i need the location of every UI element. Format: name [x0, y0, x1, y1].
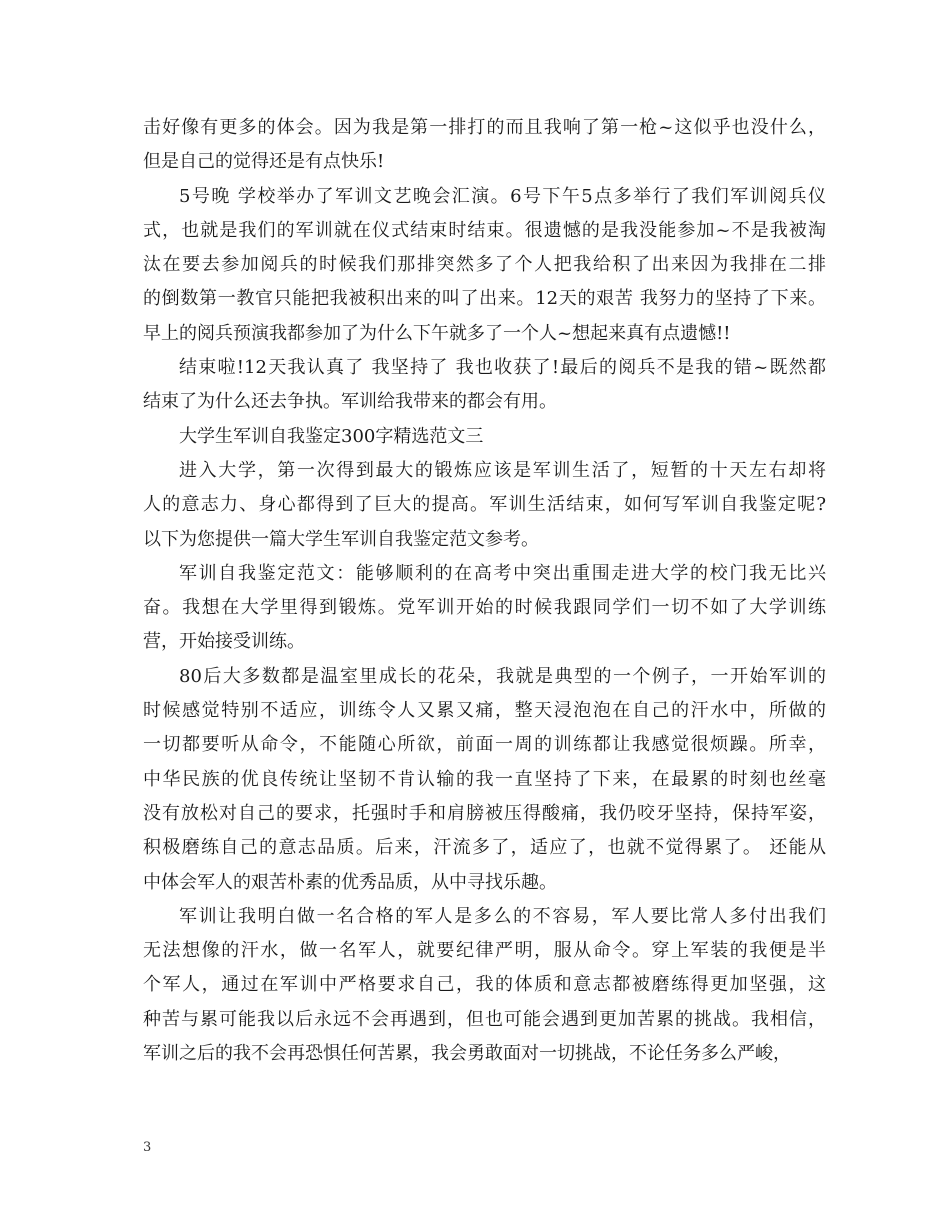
text-line: 个军人，通过在军训中严格要求自己，我的体质和意志都被磨练得更加坚强，这 — [143, 974, 826, 996]
text-line: 无法想像的汗水，做一名军人，就要纪律严明，服从命令。穿上军装的我便是半 — [143, 940, 826, 962]
text-line: 结束了为什么还去争执。军训给我带来的都会有用。 — [143, 391, 557, 413]
paragraph — [143, 454, 826, 557]
text-line: 种苦与累可能我以后永远不会再遇到，但也可能会遇到更加苦累的挑战。我相信， — [143, 1008, 826, 1030]
paragraph — [143, 180, 826, 351]
text-line: 式，也就是我们的军训就在仪式结束时结束。很遗憾的是我没能参加~不是我被淘 — [143, 219, 826, 241]
text-line: 积极磨练自己的意志品质。后来，汗流多了，适应了，也就不觉得累了。 还能从 — [143, 837, 826, 859]
text-line: 早上的阅兵预演我都参加了为什么下午就多了一个人~想起来真有点遗憾!! — [143, 322, 731, 344]
text-line: 的倒数第一教官只能把我被积出来的叫了出来。12天的艰苦 我努力的坚持了下来。 — [143, 288, 826, 310]
text-line: 进入大学，第一次得到最大的锻炼应该是军训生活了，短暂的十天左右却将 — [179, 459, 826, 481]
text-line: 80后大多数都是温室里成长的花朵，我就是典型的一个例子，一开始军训的 — [179, 665, 826, 687]
text-line: 营，开始接受训练。 — [143, 631, 305, 653]
text-line: 结束啦!12天我认真了 我坚持了 我也收获了!最后的阅兵不是我的错~既然都 — [179, 357, 826, 379]
text-line: 汰在要去参加阅兵的时候我们那排突然多了个人把我给积了出来因为我排在二排 — [143, 254, 826, 276]
text-line: 人的意志力、身心都得到了巨大的提高。军训生活结束，如何写军训自我鉴定呢? — [143, 494, 826, 516]
paragraph — [143, 351, 826, 420]
text-line: 中体会军人的艰苦朴素的优秀品质，从中寻找乐趣。 — [143, 871, 557, 893]
paragraph — [143, 420, 826, 454]
text-line: 中华民族的优良传统让坚韧不肯认输的我一直坚持了下来，在最累的时刻也丝毫 — [143, 768, 826, 790]
paragraph — [143, 557, 826, 660]
text-line: 时候感觉特别不适应，训练令人又累又痛，整天浸泡泡在自己的汗水中，所做的 — [143, 700, 826, 722]
text-line: 奋。我想在大学里得到锻炼。党军训开始的时候我跟同学们一切不如了大学训练 — [143, 597, 826, 619]
text-line: 但是自己的觉得还是有点快乐! — [143, 151, 385, 173]
text-line: 军训让我明白做一名合格的军人是多么的不容易，军人要比常人多付出我们 — [179, 905, 826, 927]
paragraph — [143, 111, 826, 180]
text-line: 没有放松对自己的要求，托强时手和肩膀被压得酸痛，我仍咬牙坚持，保持军姿， — [143, 802, 826, 824]
text-line: 以下为您提供一篇大学生军训自我鉴定范文参考。 — [143, 528, 539, 550]
text-line: 一切都要听从命令，不能随心所欲，前面一周的训练都让我感觉很烦躁。所幸， — [143, 734, 826, 756]
text-line: 军训自我鉴定范文：能够顺利的在高考中突出重围走进大学的校门我无比兴 — [179, 562, 826, 584]
paragraph — [143, 660, 826, 900]
text-line: 5号晚 学校举办了军训文艺晚会汇演。6号下午5点多举行了我们军训阅兵仪 — [179, 185, 826, 207]
text-line: 击好像有更多的体会。因为我是第一排打的而且我响了第一枪~这似乎也没什么， — [143, 117, 826, 138]
page-number: 3 — [143, 1140, 152, 1155]
paragraph — [143, 900, 826, 1071]
text-line: 大学生军训自我鉴定300字精选范文三 — [179, 425, 484, 447]
text-line: 军训之后的我不会再恐惧任何苦累，我会勇敢面对一切挑战，不论任务多么严峻， — [143, 1043, 791, 1065]
document-body — [143, 111, 826, 1071]
